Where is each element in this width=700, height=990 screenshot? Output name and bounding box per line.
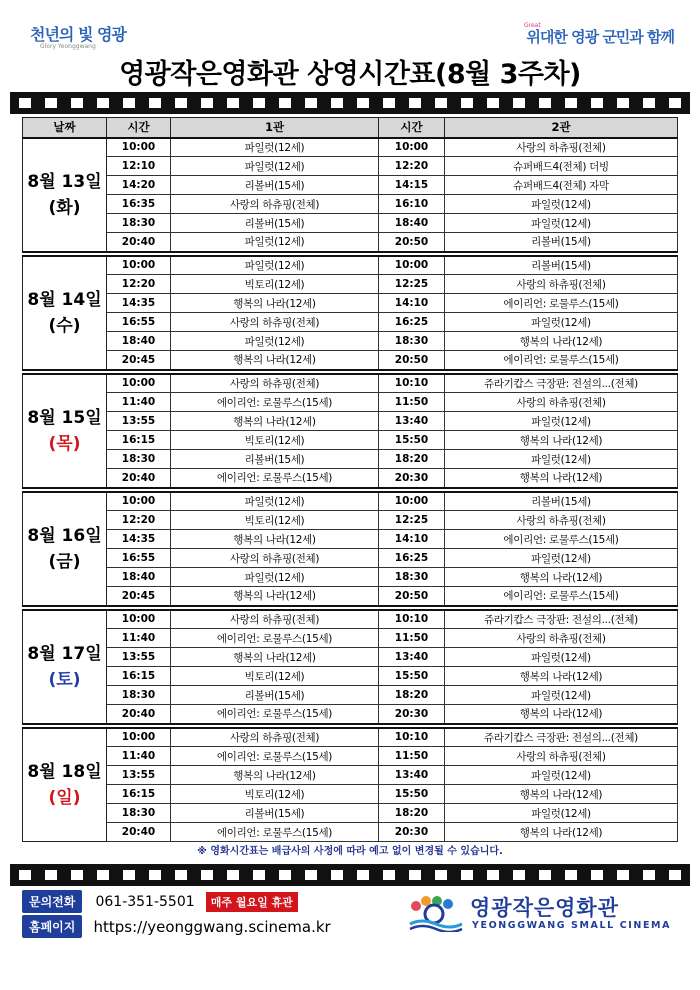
hall2-time-cell: 13:40: [379, 648, 445, 667]
hall1-time-cell: 18:30: [107, 804, 171, 823]
hall1-time-cell: 18:30: [107, 686, 171, 705]
table-row: [23, 511, 678, 530]
col-header-time1: 시간: [107, 118, 171, 138]
hall2-movie-cell: 파일럿(12세): [445, 766, 678, 785]
table-row: [23, 568, 678, 587]
county-slogan-text: 천년의 빛 영광: [30, 25, 126, 44]
hall1-time-cell: 18:30: [107, 450, 171, 469]
hall2-movie-cell: 파일럿(12세): [445, 214, 678, 233]
hall2-time-cell: 18:20: [379, 804, 445, 823]
hall1-movie-cell: 파일럿(12세): [171, 332, 379, 351]
hall1-movie-cell: 빅토리(12세): [171, 667, 379, 686]
hall1-movie-cell: 행복의 나라(12세): [171, 530, 379, 549]
hall1-movie-cell: 사랑의 하츄핑(전체): [171, 610, 379, 629]
hall2-time-cell: 16:25: [379, 549, 445, 568]
homepage-label: 홈페이지: [22, 915, 82, 938]
hall1-time-cell: 10:00: [107, 138, 171, 157]
hall2-movie-cell: 슈퍼배드4(전체) 더빙: [445, 157, 678, 176]
table-row: [23, 804, 678, 823]
hall2-time-cell: 20:30: [379, 705, 445, 724]
hall2-time-cell: 20:50: [379, 587, 445, 606]
table-row: [23, 823, 678, 842]
hall1-movie-cell: 에이리언: 로물루스(15세): [171, 469, 379, 488]
hall1-movie-cell: 행복의 나라(12세): [171, 294, 379, 313]
hall1-time-cell: 18:40: [107, 332, 171, 351]
hall1-movie-cell: 행복의 나라(12세): [171, 648, 379, 667]
hall1-movie-cell: 사랑의 하츄핑(전체): [171, 195, 379, 214]
hall2-movie-cell: 파일럿(12세): [445, 648, 678, 667]
hall2-time-cell: 10:00: [379, 256, 445, 275]
table-row: [23, 610, 678, 629]
footer: [22, 890, 682, 950]
hall2-movie-cell: 슈퍼배드4(전체) 자막: [445, 176, 678, 195]
hall1-movie-cell: 파일럿(12세): [171, 568, 379, 587]
hall2-movie-cell: 행복의 나라(12세): [445, 667, 678, 686]
table-row: [23, 351, 678, 370]
date-cell: [23, 138, 107, 252]
hall2-time-cell: 15:50: [379, 431, 445, 450]
table-row: [23, 549, 678, 568]
hall1-movie-cell: 리볼버(15세): [171, 686, 379, 705]
hall2-movie-cell: 리볼버(15세): [445, 492, 678, 511]
county-motto-small: Great: [524, 22, 541, 29]
hall2-time-cell: 20:50: [379, 351, 445, 370]
hall1-time-cell: 10:00: [107, 256, 171, 275]
hall1-time-cell: 14:20: [107, 176, 171, 195]
table-row: [23, 275, 678, 294]
table-row: [23, 667, 678, 686]
hall1-movie-cell: 행복의 나라(12세): [171, 351, 379, 370]
table-row: [23, 332, 678, 351]
hall2-time-cell: 11:50: [379, 393, 445, 412]
date-cell: [23, 728, 107, 842]
hall2-time-cell: 20:50: [379, 233, 445, 252]
cinema-mark-icon: [408, 892, 464, 932]
hall2-movie-cell: 행복의 나라(12세): [445, 785, 678, 804]
hall2-movie-cell: 에이리언: 로물루스(15세): [445, 530, 678, 549]
hall2-movie-cell: 파일럿(12세): [445, 195, 678, 214]
hall2-time-cell: 15:50: [379, 667, 445, 686]
table-row: [23, 629, 678, 648]
hall2-time-cell: 16:10: [379, 195, 445, 214]
hall1-time-cell: 16:55: [107, 549, 171, 568]
hall1-time-cell: 14:35: [107, 530, 171, 549]
table-row: [23, 138, 678, 157]
hall1-time-cell: 13:55: [107, 766, 171, 785]
schedule-table-container: [22, 117, 677, 842]
table-row: [23, 233, 678, 252]
hall1-time-cell: 18:40: [107, 568, 171, 587]
county-slogan-sub: Glory Yeonggwang: [40, 43, 96, 50]
table-row: [23, 492, 678, 511]
county-motto-text: 위대한 영광 군민과 함께: [526, 28, 674, 46]
hall2-movie-cell: 파일럿(12세): [445, 549, 678, 568]
film-strip-top: [10, 92, 690, 114]
hall1-time-cell: 10:00: [107, 492, 171, 511]
homepage-link[interactable]: https://yeonggwang.scinema.kr: [93, 917, 331, 936]
hall2-time-cell: 13:40: [379, 412, 445, 431]
cinema-logo: [408, 890, 678, 940]
hall2-movie-cell: 사랑의 하츄핑(전체): [445, 629, 678, 648]
hall2-time-cell: 20:30: [379, 469, 445, 488]
hall2-movie-cell: 리볼버(15세): [445, 233, 678, 252]
hall1-time-cell: 20:40: [107, 233, 171, 252]
hall2-movie-cell: 에이리언: 로물루스(15세): [445, 294, 678, 313]
table-row: [23, 214, 678, 233]
hall1-movie-cell: 리볼버(15세): [171, 214, 379, 233]
col-header-hall2: 2관: [445, 118, 678, 138]
hall2-time-cell: 18:40: [379, 214, 445, 233]
hall2-time-cell: 11:50: [379, 629, 445, 648]
hall1-movie-cell: 에이리언: 로물루스(15세): [171, 705, 379, 724]
hall2-movie-cell: 파일럿(12세): [445, 412, 678, 431]
hall1-time-cell: 20:40: [107, 823, 171, 842]
hall1-time-cell: 10:00: [107, 374, 171, 393]
hall1-time-cell: 16:15: [107, 785, 171, 804]
hall1-movie-cell: 사랑의 하츄핑(전체): [171, 313, 379, 332]
hall1-movie-cell: 빅토리(12세): [171, 275, 379, 294]
hall2-movie-cell: 행복의 나라(12세): [445, 431, 678, 450]
hall1-movie-cell: 파일럿(12세): [171, 492, 379, 511]
hall1-time-cell: 20:45: [107, 587, 171, 606]
day-of-week-label: (수): [48, 315, 81, 336]
hall1-time-cell: 10:00: [107, 728, 171, 747]
hall1-movie-cell: 파일럿(12세): [171, 256, 379, 275]
hall1-time-cell: 13:55: [107, 412, 171, 431]
table-row: [23, 648, 678, 667]
table-row: [23, 705, 678, 724]
hall1-movie-cell: 리볼버(15세): [171, 804, 379, 823]
date-label: 8월 16일: [27, 525, 102, 546]
hall2-time-cell: 12:25: [379, 511, 445, 530]
hall1-time-cell: 20:40: [107, 705, 171, 724]
hall1-movie-cell: 빅토리(12세): [171, 785, 379, 804]
date-cell: [23, 610, 107, 724]
table-row: [23, 393, 678, 412]
date-cell: [23, 492, 107, 606]
table-row: [23, 176, 678, 195]
hall2-movie-cell: 행복의 나라(12세): [445, 705, 678, 724]
table-header-row: [23, 118, 678, 138]
hall1-time-cell: 18:30: [107, 214, 171, 233]
table-row: [23, 785, 678, 804]
hall2-movie-cell: 쥬라기캅스 극장판: 전설의...(전체): [445, 728, 678, 747]
hall1-time-cell: 13:55: [107, 648, 171, 667]
hall1-movie-cell: 에이리언: 로물루스(15세): [171, 629, 379, 648]
table-row: [23, 728, 678, 747]
hall1-movie-cell: 행복의 나라(12세): [171, 587, 379, 606]
hall1-movie-cell: 행복의 나라(12세): [171, 766, 379, 785]
hall1-movie-cell: 파일럿(12세): [171, 138, 379, 157]
hall1-time-cell: 11:40: [107, 747, 171, 766]
hall1-movie-cell: 리볼버(15세): [171, 176, 379, 195]
date-cell: [23, 256, 107, 370]
date-label: 8월 13일: [27, 171, 102, 192]
col-header-date: 날짜: [23, 118, 107, 138]
schedule-table: [22, 117, 678, 842]
hall1-time-cell: 16:55: [107, 313, 171, 332]
hall2-time-cell: 12:25: [379, 275, 445, 294]
day-of-week-label: (금): [48, 551, 81, 572]
hall1-time-cell: 12:10: [107, 157, 171, 176]
hall1-time-cell: 20:45: [107, 351, 171, 370]
hall1-movie-cell: 에이리언: 로물루스(15세): [171, 393, 379, 412]
table-row: [23, 587, 678, 606]
hall2-movie-cell: 행복의 나라(12세): [445, 469, 678, 488]
table-row: [23, 157, 678, 176]
hall1-movie-cell: 빅토리(12세): [171, 431, 379, 450]
hall1-movie-cell: 리볼버(15세): [171, 450, 379, 469]
day-of-week-label: (토): [48, 669, 81, 690]
hall2-movie-cell: 사랑의 하츄핑(전체): [445, 393, 678, 412]
cinema-english-name: YEONGGWANG SMALL CINEMA: [472, 920, 672, 931]
hall2-time-cell: 14:10: [379, 294, 445, 313]
homepage-row: [22, 915, 331, 938]
hall2-movie-cell: 에이리언: 로물루스(15세): [445, 351, 678, 370]
table-row: [23, 313, 678, 332]
hall2-time-cell: 11:50: [379, 747, 445, 766]
hall1-movie-cell: 사랑의 하츄핑(전체): [171, 549, 379, 568]
hall2-movie-cell: 파일럿(12세): [445, 686, 678, 705]
hall1-movie-cell: 에이리언: 로물루스(15세): [171, 747, 379, 766]
cinema-name: 영광작은영화관: [470, 896, 620, 920]
hall1-time-cell: 12:20: [107, 275, 171, 294]
hall2-movie-cell: 사랑의 하츄핑(전체): [445, 275, 678, 294]
hall2-time-cell: 14:15: [379, 176, 445, 195]
hall2-time-cell: 18:20: [379, 450, 445, 469]
hall2-time-cell: 18:30: [379, 568, 445, 587]
table-row: [23, 747, 678, 766]
table-row: [23, 686, 678, 705]
table-row: [23, 469, 678, 488]
hall1-time-cell: 11:40: [107, 629, 171, 648]
phone-number[interactable]: 061-351-5501: [95, 893, 195, 910]
date-label: 8월 18일: [27, 761, 102, 782]
hall1-movie-cell: 파일럿(12세): [171, 157, 379, 176]
date-label: 8월 15일: [27, 407, 102, 428]
hall1-movie-cell: 행복의 나라(12세): [171, 412, 379, 431]
hall1-movie-cell: 에이리언: 로물루스(15세): [171, 823, 379, 842]
col-header-hall1: 1관: [171, 118, 379, 138]
hall1-movie-cell: 빅토리(12세): [171, 511, 379, 530]
hall2-time-cell: 20:30: [379, 823, 445, 842]
hall2-time-cell: 10:10: [379, 610, 445, 629]
day-of-week-label: (목): [48, 433, 81, 454]
hall2-movie-cell: 파일럿(12세): [445, 450, 678, 469]
hall2-time-cell: 18:20: [379, 686, 445, 705]
hall1-time-cell: 20:40: [107, 469, 171, 488]
schedule-body: [23, 138, 678, 842]
table-row: [23, 195, 678, 214]
contact-row: [22, 890, 298, 913]
county-slogan-logo: [30, 22, 140, 52]
hall2-time-cell: 18:30: [379, 332, 445, 351]
hall2-time-cell: 12:20: [379, 157, 445, 176]
hall1-time-cell: 11:40: [107, 393, 171, 412]
hall2-movie-cell: 쥬라기캅스 극장판: 전설의...(전체): [445, 374, 678, 393]
hall2-time-cell: 10:00: [379, 492, 445, 511]
table-row: [23, 450, 678, 469]
hall2-time-cell: 15:50: [379, 785, 445, 804]
county-motto-logo: [504, 20, 674, 50]
table-row: [23, 374, 678, 393]
table-row: [23, 431, 678, 450]
hall2-movie-cell: 행복의 나라(12세): [445, 568, 678, 587]
hall2-movie-cell: 사랑의 하츄핑(전체): [445, 511, 678, 530]
hall2-movie-cell: 행복의 나라(12세): [445, 332, 678, 351]
hall2-movie-cell: 행복의 나라(12세): [445, 823, 678, 842]
film-strip-bottom: [10, 864, 690, 886]
date-cell: [23, 374, 107, 488]
hall2-movie-cell: 에이리언: 로물루스(15세): [445, 587, 678, 606]
schedule-notice: ※ 영화시간표는 배급사의 사정에 따라 예고 없이 변경될 수 있습니다.: [197, 846, 503, 857]
table-row: [23, 294, 678, 313]
table-row: [23, 530, 678, 549]
hall2-time-cell: 10:10: [379, 728, 445, 747]
hall2-movie-cell: 리볼버(15세): [445, 256, 678, 275]
page-title: 영광작은영화관 상영시간표(8월 3주차): [119, 59, 581, 90]
hall1-time-cell: 16:15: [107, 667, 171, 686]
hall1-time-cell: 12:20: [107, 511, 171, 530]
day-of-week-label: (화): [48, 197, 81, 218]
hall2-movie-cell: 쥬라기캅스 극장판: 전설의...(전체): [445, 610, 678, 629]
hall2-movie-cell: 파일럿(12세): [445, 313, 678, 332]
table-row: [23, 412, 678, 431]
hall1-time-cell: 16:35: [107, 195, 171, 214]
hall1-movie-cell: 파일럿(12세): [171, 233, 379, 252]
date-label: 8월 17일: [27, 643, 102, 664]
day-of-week-label: (일): [48, 787, 81, 808]
hall2-time-cell: 13:40: [379, 766, 445, 785]
table-row: [23, 256, 678, 275]
hall2-time-cell: 14:10: [379, 530, 445, 549]
hall2-movie-cell: 파일럿(12세): [445, 804, 678, 823]
phone-label: 문의전화: [22, 890, 82, 913]
hall2-time-cell: 16:25: [379, 313, 445, 332]
hall1-movie-cell: 사랑의 하츄핑(전체): [171, 374, 379, 393]
hall2-time-cell: 10:00: [379, 138, 445, 157]
hall2-movie-cell: 사랑의 하츄핑(전체): [445, 747, 678, 766]
closed-day-badge: 매주 월요일 휴관: [206, 892, 298, 912]
hall1-movie-cell: 사랑의 하츄핑(전체): [171, 728, 379, 747]
hall1-time-cell: 14:35: [107, 294, 171, 313]
hall1-time-cell: 10:00: [107, 610, 171, 629]
hall2-time-cell: 10:10: [379, 374, 445, 393]
hall2-movie-cell: 사랑의 하츄핑(전체): [445, 138, 678, 157]
col-header-time2: 시간: [379, 118, 445, 138]
date-label: 8월 14일: [27, 289, 102, 310]
table-row: [23, 766, 678, 785]
hall1-time-cell: 16:15: [107, 431, 171, 450]
